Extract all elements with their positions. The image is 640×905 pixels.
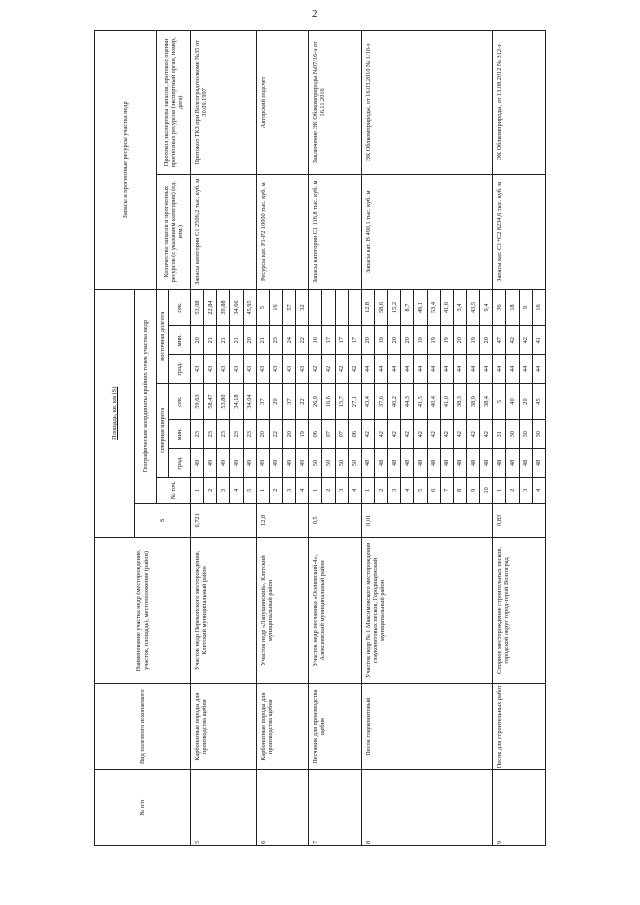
- north-min-cell: 42: [414, 420, 427, 449]
- east-deg-cell: 44: [401, 355, 414, 384]
- point-cell: 5: [414, 477, 427, 503]
- east-sec-cell: 58,6: [374, 289, 387, 326]
- north-min-cell: 19: [296, 420, 309, 449]
- north-sec-cell: 45: [532, 383, 545, 420]
- north-deg-cell: 48: [480, 449, 493, 478]
- area-cell: 0,5: [309, 503, 362, 537]
- point-cell: 8: [453, 477, 466, 503]
- area-cell: 0,83: [493, 503, 546, 537]
- point-cell: 3: [217, 477, 230, 503]
- north-min-cell: 20: [256, 420, 269, 449]
- east-deg-cell: 44: [519, 355, 532, 384]
- protocol-cell: ЭК Облкомприроды, от 16.03.2010 № 1/10-з: [361, 31, 492, 175]
- table-row: [309, 31, 322, 846]
- east-min-cell: 19: [374, 326, 387, 355]
- east-deg-cell: 44: [453, 355, 466, 384]
- point-cell: 4: [230, 477, 243, 503]
- north-deg-cell: 49: [269, 449, 282, 478]
- east-min-cell: 20: [480, 326, 493, 355]
- east-deg-cell: 42: [348, 355, 361, 384]
- east-deg-cell: 43: [269, 355, 282, 384]
- east-min-cell: 19: [414, 326, 427, 355]
- header-east-deg: град.: [169, 355, 191, 384]
- east-sec-cell: 36: [493, 289, 506, 326]
- mineral-cell: Песок для строительных работ: [493, 684, 546, 770]
- north-deg-cell: 48: [532, 449, 545, 478]
- north-min-cell: 22: [269, 420, 282, 449]
- quantity-cell: Запасы кат. С1+С2 8234,6 тыс. куб. м: [493, 174, 546, 289]
- header-point: № точ.: [157, 477, 191, 503]
- area-cell: 0,01: [361, 503, 492, 537]
- table-row: [361, 31, 374, 846]
- row-number-cell: 8: [361, 770, 492, 846]
- east-deg-cell: 43: [296, 355, 309, 384]
- east-deg-cell: 44: [466, 355, 479, 384]
- point-cell: 2: [374, 477, 387, 503]
- east-min-cell: 19: [466, 326, 479, 355]
- north-sec-cell: 38,3: [453, 383, 466, 420]
- north-min-cell: 30: [532, 420, 545, 449]
- east-deg-cell: 44: [361, 355, 374, 384]
- north-deg-cell: 48: [519, 449, 532, 478]
- east-sec-cell: 5: [256, 289, 269, 326]
- east-sec-cell: [348, 289, 361, 326]
- north-min-cell: 42: [374, 420, 387, 449]
- north-sec-cell: 40,2: [388, 383, 401, 420]
- east-deg-cell: 44: [414, 355, 427, 384]
- area-cell: 12,8: [256, 503, 309, 537]
- point-cell: 3: [388, 477, 401, 503]
- north-deg-cell: 48: [401, 449, 414, 478]
- east-deg-cell: 44: [374, 355, 387, 384]
- east-min-cell: 21: [230, 326, 243, 355]
- east-sec-cell: 49,1: [414, 289, 427, 326]
- north-deg-cell: 50: [348, 449, 361, 478]
- east-min-cell: 42: [519, 326, 532, 355]
- quantity-cell: Запасы категории С1 116,8 тыс. куб. м: [309, 174, 362, 289]
- point-cell: 2: [322, 477, 335, 503]
- point-cell: 2: [204, 477, 217, 503]
- north-deg-cell: 48: [361, 449, 374, 478]
- north-sec-cell: 53,80: [217, 383, 230, 420]
- table-row: [256, 31, 269, 846]
- north-sec-cell: 37: [256, 383, 269, 420]
- east-deg-cell: 43: [243, 355, 256, 384]
- north-sec-cell: 16,6: [322, 383, 335, 420]
- header-area: Площадь, кв. км (S): [95, 289, 135, 537]
- header-quantity: Количество запасов и прогнозных ресурсов (с указанием категории) (ед. изм.): [157, 174, 191, 289]
- mineral-cell: Песчаник для производства щебня: [309, 684, 362, 770]
- north-sec-cell: 37,6: [374, 383, 387, 420]
- north-min-cell: 30: [519, 420, 532, 449]
- header-mineral: Вид полезного ископаемого: [95, 684, 191, 770]
- east-min-cell: 24: [282, 326, 295, 355]
- point-cell: 2: [506, 477, 519, 503]
- quantity-cell: Запасы кат. В 490,1 тыс. куб. м: [361, 174, 492, 289]
- north-sec-cell: 34,04: [243, 383, 256, 420]
- north-min-cell: 42: [388, 420, 401, 449]
- east-deg-cell: 43: [256, 355, 269, 384]
- east-sec-cell: 45,95: [243, 289, 256, 326]
- header-east-sec: сек.: [169, 289, 191, 326]
- east-deg-cell: 43: [217, 355, 230, 384]
- east-min-cell: 47: [493, 326, 506, 355]
- north-sec-cell: 26,9: [309, 383, 322, 420]
- north-sec-cell: 41,5: [414, 383, 427, 420]
- header-protocol: Протокол экспертизы запасов, протокол оценки прогнозных ресурсов (экспертный орган, номер, дата): [157, 31, 191, 175]
- point-cell: 2: [269, 477, 282, 503]
- north-min-cell: 06: [348, 420, 361, 449]
- header-east-min: мин.: [169, 326, 191, 355]
- east-min-cell: 22: [296, 326, 309, 355]
- header-north: северная широта: [157, 383, 169, 477]
- north-deg-cell: 49: [230, 449, 243, 478]
- point-cell: 5: [243, 477, 256, 503]
- north-sec-cell: 44,3: [401, 383, 414, 420]
- east-sec-cell: 53,08: [191, 289, 204, 326]
- north-min-cell: 07: [322, 420, 335, 449]
- north-deg-cell: 49: [243, 449, 256, 478]
- north-deg-cell: 48: [440, 449, 453, 478]
- quantity-cell: Ресурсы кат. Р1-Р2 10000 тыс. куб. м: [256, 174, 309, 289]
- north-min-cell: 42: [361, 420, 374, 449]
- mineral-cell: Песок глауконитовый: [361, 684, 492, 770]
- point-cell: 4: [532, 477, 545, 503]
- north-deg-cell: 49: [282, 449, 295, 478]
- rotated-content: [94, 30, 546, 846]
- east-min-cell: 21: [256, 326, 269, 355]
- north-min-cell: 07: [335, 420, 348, 449]
- north-sec-cell: 40,4: [427, 383, 440, 420]
- north-sec-cell: 58,47: [204, 383, 217, 420]
- east-sec-cell: 12,8: [361, 289, 374, 326]
- point-cell: 1: [309, 477, 322, 503]
- north-sec-cell: 38,4: [480, 383, 493, 420]
- point-cell: 4: [348, 477, 361, 503]
- north-sec-cell: 22: [296, 383, 309, 420]
- north-deg-cell: 49: [217, 449, 230, 478]
- north-min-cell: 31: [493, 420, 506, 449]
- north-deg-cell: 49: [256, 449, 269, 478]
- site-cell: Участок недр «Лапушинский», Клетский муниципальный район: [256, 537, 309, 683]
- site-cell: Участок недр песчаника «Осеневский-4», Алексеевский муниципальный район: [309, 537, 362, 683]
- east-min-cell: 20: [191, 326, 204, 355]
- north-min-cell: 30: [506, 420, 519, 449]
- header-north-deg: град.: [169, 449, 191, 478]
- subsoil-sites-table: [94, 30, 546, 846]
- point-cell: 3: [335, 477, 348, 503]
- north-deg-cell: 48: [506, 449, 519, 478]
- header-reserves: Запасы и прогнозные ресурсы участка недр: [95, 31, 157, 290]
- row-number-cell: 9: [493, 770, 546, 846]
- east-min-cell: 20: [361, 326, 374, 355]
- site-cell: Участок недр Перекопского месторождения, Клетский муниципальный район: [191, 537, 257, 683]
- north-deg-cell: 48: [374, 449, 387, 478]
- east-deg-cell: 44: [427, 355, 440, 384]
- table-body: [191, 31, 546, 846]
- east-deg-cell: 44: [532, 355, 545, 384]
- protocol-cell: ЭК Облкомприроды, от 13.08.2012 № 312-з: [493, 31, 546, 175]
- point-cell: 1: [191, 477, 204, 503]
- east-deg-cell: 43: [282, 355, 295, 384]
- north-min-cell: 06: [309, 420, 322, 449]
- east-min-cell: 17: [335, 326, 348, 355]
- east-sec-cell: [335, 289, 348, 326]
- north-sec-cell: 34,18: [230, 383, 243, 420]
- header-north-sec: сек.: [169, 383, 191, 420]
- protocol-cell: Авторский подсчет: [256, 31, 309, 175]
- north-min-cell: 42: [480, 420, 493, 449]
- north-min-cell: 23: [217, 420, 230, 449]
- north-deg-cell: 50: [335, 449, 348, 478]
- east-sec-cell: 41,6: [440, 289, 453, 326]
- north-min-cell: 42: [453, 420, 466, 449]
- east-deg-cell: 44: [440, 355, 453, 384]
- north-min-cell: 42: [440, 420, 453, 449]
- rotated-table-sheet: [94, 30, 546, 846]
- east-deg-cell: 44: [480, 355, 493, 384]
- mineral-cell: Карбонатные породы для производства щебня: [191, 684, 257, 770]
- east-sec-cell: 43,5: [466, 289, 479, 326]
- north-min-cell: 23: [204, 420, 217, 449]
- east-min-cell: 20: [401, 326, 414, 355]
- north-deg-cell: 49: [296, 449, 309, 478]
- north-min-cell: 42: [427, 420, 440, 449]
- east-deg-cell: 44: [506, 355, 519, 384]
- north-sec-cell: 41,0: [440, 383, 453, 420]
- header-area-s: S: [135, 503, 191, 537]
- east-min-cell: 17: [348, 326, 361, 355]
- east-min-cell: 17: [322, 326, 335, 355]
- east-min-cell: 21: [204, 326, 217, 355]
- east-sec-cell: 53,4: [427, 289, 440, 326]
- page-number: 2: [312, 8, 318, 20]
- row-number-cell: 7: [309, 770, 362, 846]
- quantity-cell: Запасы категории С1 2506,2 тыс. куб. м: [191, 174, 257, 289]
- east-sec-cell: 22,84: [204, 289, 217, 326]
- east-sec-cell: 57: [282, 289, 295, 326]
- east-min-cell: 41: [532, 326, 545, 355]
- north-min-cell: 23: [191, 420, 204, 449]
- east-deg-cell: 42: [322, 355, 335, 384]
- east-sec-cell: 16: [532, 289, 545, 326]
- site-cell: Участок недр № 1 Максимовского месторождения глауконитовых песков, Городищенский муниципальный район: [361, 537, 492, 683]
- north-deg-cell: 48: [493, 449, 506, 478]
- north-sec-cell: 5: [493, 383, 506, 420]
- east-deg-cell: 44: [493, 355, 506, 384]
- point-cell: 1: [493, 477, 506, 503]
- north-deg-cell: 49: [204, 449, 217, 478]
- protocol-cell: Заключение ЭК Облкомприроды №07/16-э от 16.11.2016: [309, 31, 362, 175]
- north-min-cell: 42: [466, 420, 479, 449]
- north-min-cell: 20: [282, 420, 295, 449]
- north-deg-cell: 48: [414, 449, 427, 478]
- point-cell: 1: [361, 477, 374, 503]
- north-sec-cell: 20: [519, 383, 532, 420]
- east-min-cell: 23: [269, 326, 282, 355]
- east-min-cell: 42: [506, 326, 519, 355]
- east-sec-cell: [309, 289, 322, 326]
- table-row: [191, 31, 204, 846]
- table-row: [493, 31, 506, 846]
- east-min-cell: 20: [453, 326, 466, 355]
- point-cell: 3: [282, 477, 295, 503]
- north-deg-cell: 48: [466, 449, 479, 478]
- north-deg-cell: 49: [191, 449, 204, 478]
- north-min-cell: 42: [401, 420, 414, 449]
- north-min-cell: 23: [230, 420, 243, 449]
- north-sec-cell: 43,4: [361, 383, 374, 420]
- east-sec-cell: [322, 289, 335, 326]
- point-cell: 9: [466, 477, 479, 503]
- east-sec-cell: 9,4: [480, 289, 493, 326]
- east-sec-cell: 32: [296, 289, 309, 326]
- east-sec-cell: 34,66: [230, 289, 243, 326]
- header-east: восточная долгота: [157, 289, 169, 383]
- site-cell: Спорное месторождение строительных песков, городской округ город-герой Волгоград: [493, 537, 546, 683]
- mineral-cell: Карбонатные породы для производства щебня: [256, 684, 309, 770]
- point-cell: 1: [256, 477, 269, 503]
- east-sec-cell: 18: [506, 289, 519, 326]
- north-sec-cell: 20: [269, 383, 282, 420]
- row-number-cell: 5: [191, 770, 257, 846]
- east-sec-cell: 15,2: [388, 289, 401, 326]
- north-min-cell: 23: [243, 420, 256, 449]
- north-sec-cell: 15,7: [335, 383, 348, 420]
- east-sec-cell: 39,88: [217, 289, 230, 326]
- area-cell: 0,721: [191, 503, 257, 537]
- north-deg-cell: 48: [427, 449, 440, 478]
- point-cell: 4: [401, 477, 414, 503]
- header-num: № п/п: [95, 770, 191, 846]
- east-deg-cell: 43: [204, 355, 217, 384]
- east-min-cell: 20: [243, 326, 256, 355]
- east-sec-cell: 3,4: [453, 289, 466, 326]
- north-deg-cell: 48: [453, 449, 466, 478]
- east-deg-cell: 42: [335, 355, 348, 384]
- north-deg-cell: 50: [322, 449, 335, 478]
- point-cell: 3: [519, 477, 532, 503]
- east-deg-cell: 42: [309, 355, 322, 384]
- north-sec-cell: 27,1: [348, 383, 361, 420]
- east-min-cell: 20: [388, 326, 401, 355]
- point-cell: 4: [296, 477, 309, 503]
- east-deg-cell: 44: [388, 355, 401, 384]
- header-coords: Географические координаты крайних точек участка недр: [135, 289, 157, 503]
- east-sec-cell: 9: [519, 289, 532, 326]
- header-north-min: мин.: [169, 420, 191, 449]
- north-sec-cell: 40: [506, 383, 519, 420]
- east-sec-cell: 8,7: [401, 289, 414, 326]
- east-min-cell: 19: [440, 326, 453, 355]
- point-cell: 6: [427, 477, 440, 503]
- table-head: [95, 31, 191, 846]
- east-min-cell: 19: [427, 326, 440, 355]
- point-cell: 10: [480, 477, 493, 503]
- north-deg-cell: 48: [388, 449, 401, 478]
- north-sec-cell: 38,9: [466, 383, 479, 420]
- east-deg-cell: 43: [191, 355, 204, 384]
- row-number-cell: 6: [256, 770, 309, 846]
- north-deg-cell: 50: [309, 449, 322, 478]
- point-cell: 7: [440, 477, 453, 503]
- east-sec-cell: 16: [269, 289, 282, 326]
- protocol-cell: Протокол ТКЗ при Волгоградгеолкоме №35 от 30.09.1997: [191, 31, 257, 175]
- east-min-cell: 21: [217, 326, 230, 355]
- north-sec-cell: 37: [282, 383, 295, 420]
- east-deg-cell: 43: [230, 355, 243, 384]
- north-sec-cell: 59,63: [191, 383, 204, 420]
- header-site: Наименование участка недр (месторождение, участок, площадь), местоположение (район): [95, 537, 191, 683]
- east-min-cell: 16: [309, 326, 322, 355]
